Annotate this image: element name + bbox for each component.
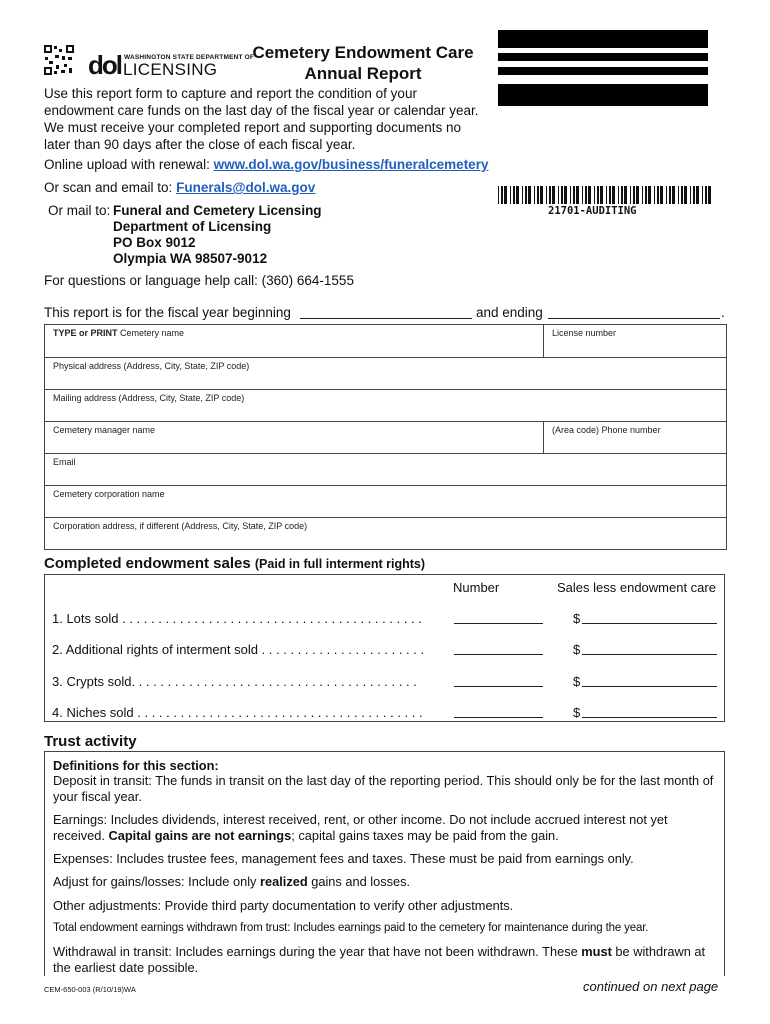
intro-text: Use this report form to capture and report the condition of your endowment care funds on the last day of the fiscal year or calendar year. We must receive your completed report and supporting documents no later than 90 days after the close of each fiscal year. bbox=[44, 86, 479, 152]
continued-note: continued on next page bbox=[583, 979, 719, 994]
def-other-adjustments: Other adjustments: Provide third party documentation to verify other adjustments. bbox=[53, 898, 514, 913]
type-or-print-label: TYPE or PRINT bbox=[53, 328, 118, 338]
crypts-sales-input[interactable] bbox=[582, 686, 717, 687]
fiscal-prefix: This report is for the fiscal year beginning bbox=[44, 305, 291, 320]
dollar-sign: $ bbox=[573, 674, 581, 689]
redaction-bar bbox=[498, 67, 708, 75]
mail-address-line: Funeral and Cemetery Licensing bbox=[113, 203, 322, 218]
manager-name-label: Cemetery manager name bbox=[53, 425, 156, 435]
sales-row-interment: 2. Additional rights of interment sold . . . . . . . . . . . . . . . . . . . . . . . bbox=[52, 642, 425, 657]
corporation-address-field[interactable] bbox=[45, 518, 726, 549]
corporation-name-label: Cemetery corporation name bbox=[53, 489, 165, 499]
niches-number-input[interactable] bbox=[454, 717, 543, 718]
adjust-bold: realized bbox=[260, 874, 308, 889]
lots-number-input[interactable] bbox=[454, 623, 543, 624]
mail-address bbox=[113, 203, 322, 267]
mail-address-line: PO Box 9012 bbox=[113, 235, 196, 250]
dollar-sign: $ bbox=[573, 705, 581, 720]
dollar-sign: $ bbox=[573, 642, 581, 657]
corporation-address-label: Corporation address, if different (Address, City, State, ZIP code) bbox=[53, 521, 308, 531]
redaction-bar bbox=[498, 30, 708, 48]
questions-line: For questions or language help call: (360) 664-1555 bbox=[44, 273, 354, 288]
fiscal-end-input[interactable] bbox=[548, 318, 720, 319]
email-field-label: Email bbox=[53, 457, 76, 467]
col-sales: Sales less endowment care bbox=[557, 580, 716, 595]
interment-number-input[interactable] bbox=[454, 654, 543, 655]
crypts-number-input[interactable] bbox=[454, 686, 543, 687]
earnings-text-end: ; capital gains taxes may be paid from the gain. bbox=[291, 827, 559, 843]
def-deposit-in-transit: Deposit in transit: The funds in transit on the last day of the reporting period. This should only be for the last month of your fiscal year. bbox=[53, 773, 714, 804]
def-adjust bbox=[53, 874, 719, 890]
license-number-field[interactable] bbox=[543, 325, 726, 357]
email-line bbox=[44, 180, 315, 195]
sales-section-title bbox=[44, 555, 425, 572]
sales-row-niches: 4. Niches sold . . . . . . . . . . . . . . . . . . . . . . . . . . . . . . . . . . . . . . . . bbox=[52, 705, 423, 720]
mailing-address-label: Mailing address (Address, City, State, ZIP code) bbox=[53, 393, 245, 403]
interment-sales-input[interactable] bbox=[582, 654, 717, 655]
redaction-bar bbox=[498, 53, 708, 61]
fiscal-end-period: . bbox=[721, 305, 725, 320]
col-number: Number bbox=[453, 580, 500, 595]
mail-label: Or mail to: bbox=[48, 203, 111, 218]
cemetery-name-field[interactable] bbox=[45, 325, 543, 357]
online-label: Online upload with renewal: bbox=[44, 157, 210, 172]
title-line-2: Annual Report bbox=[304, 64, 422, 83]
email-field[interactable] bbox=[45, 454, 726, 485]
cemetery-name-label: Cemetery name bbox=[117, 328, 185, 338]
barcode-icon bbox=[498, 186, 713, 204]
def-total-earnings: Total endowment earnings withdrawn from trust: Includes earnings paid to the cemetery for maintenance during the year. bbox=[53, 922, 649, 934]
online-upload-link[interactable]: www.dol.wa.gov/business/funeralcemetery bbox=[213, 157, 489, 172]
lots-sales-input[interactable] bbox=[582, 623, 717, 624]
earnings-text: Earnings: Includes dividends, interest received, rent, or other income. Do not include accrued interest not yet received. bbox=[53, 812, 668, 843]
form-id: CEM-650-003 (R/10/19)WA bbox=[44, 985, 136, 994]
agency-name-licensing: LICENSING bbox=[123, 60, 218, 79]
email-link[interactable]: Funerals@dol.wa.gov bbox=[176, 180, 316, 195]
sales-row-lots: 1. Lots sold . . . . . . . . . . . . . . . . . . . . . . . . . . . . . . . . . . . . . . . . . . bbox=[52, 611, 422, 626]
withdrawal-text: Withdrawal in transit: Includes earnings during the year that have not been withdrawn. These bbox=[53, 944, 582, 959]
phone-label: (Area code) Phone number bbox=[552, 425, 661, 435]
definitions-heading: Definitions for this section: bbox=[53, 758, 219, 773]
physical-address-field[interactable] bbox=[45, 358, 726, 389]
phone-field[interactable] bbox=[543, 422, 726, 453]
license-number-label: License number bbox=[552, 328, 617, 338]
dollar-sign: $ bbox=[573, 611, 581, 626]
adjust-text: Adjust for gains/losses: Include only bbox=[53, 874, 260, 889]
adjust-text-end: gains and losses. bbox=[307, 874, 411, 889]
cemetery-info-table bbox=[44, 324, 727, 550]
email-label: Or scan and email to: bbox=[44, 180, 173, 195]
barcode-text: 21701-AUDITING bbox=[548, 205, 637, 217]
manager-name-field[interactable] bbox=[45, 422, 543, 453]
fiscal-middle: and ending bbox=[476, 305, 543, 320]
fiscal-year-line bbox=[44, 305, 291, 320]
niches-sales-input[interactable] bbox=[582, 717, 717, 718]
physical-address-label: Physical address (Address, City, State, ZIP code) bbox=[53, 361, 250, 371]
page-title bbox=[236, 42, 490, 84]
withdrawal-text-end: be withdrawn at the earliest date possible. bbox=[53, 944, 706, 975]
fiscal-begin-input[interactable] bbox=[300, 318, 472, 319]
redaction-bar bbox=[498, 84, 708, 106]
sales-subtitle: (Paid in full interment rights) bbox=[254, 557, 426, 571]
corporation-name-field[interactable] bbox=[45, 486, 726, 517]
sales-title: Completed endowment sales bbox=[44, 555, 251, 572]
sales-row-crypts: 3. Crypts sold. . . . . . . . . . . . . . . . . . . . . . . . . . . . . . . . . . . . . . . . bbox=[52, 674, 417, 689]
withdrawal-bold: must bbox=[581, 944, 612, 959]
agency-name-top: WASHINGTON STATE DEPARTMENT OF bbox=[124, 54, 255, 61]
title-line-1: Cemetery Endowment Care bbox=[252, 43, 474, 62]
dol-logo-icon: dol bbox=[88, 50, 121, 80]
def-earnings bbox=[53, 812, 719, 843]
def-withdrawal bbox=[53, 944, 719, 975]
mail-address-line: Department of Licensing bbox=[113, 219, 272, 234]
earnings-bold: Capital gains are not earnings bbox=[108, 827, 292, 843]
def-expenses: Expenses: Includes trustee fees, management fees and taxes. These must be paid from earnings only. bbox=[53, 851, 634, 866]
mailing-address-field[interactable] bbox=[45, 390, 726, 421]
mail-address-line: Olympia WA 98507-9012 bbox=[113, 251, 268, 266]
qr-code-icon bbox=[44, 45, 74, 75]
online-upload-line bbox=[44, 157, 488, 172]
trust-section-title: Trust activity bbox=[44, 733, 137, 750]
